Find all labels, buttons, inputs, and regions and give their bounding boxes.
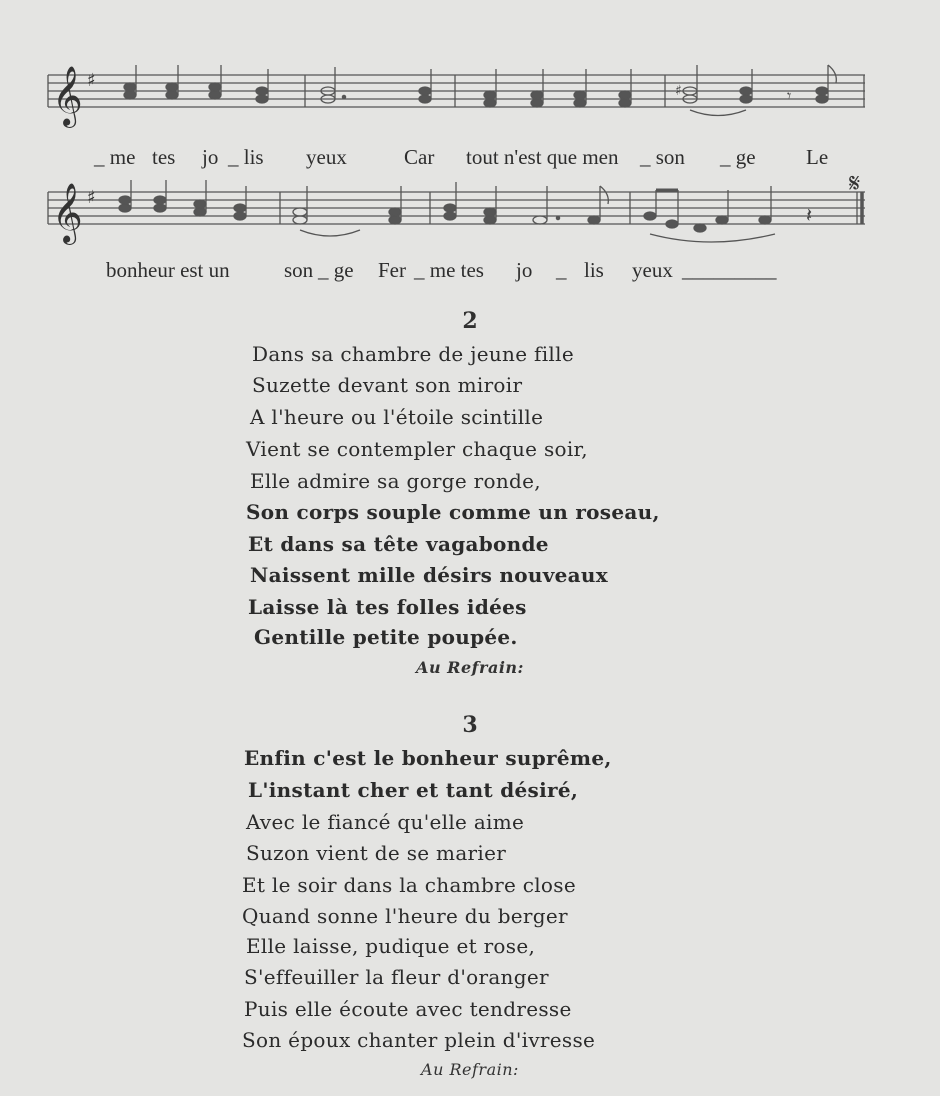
refrain-marker: Au Refrain:: [421, 1060, 519, 1079]
svg-text:𝄾: 𝄾: [787, 86, 792, 105]
lyric-syllable: _: [556, 258, 567, 282]
notes-system-1: [124, 65, 836, 116]
verse-line: Son corps souple comme un roseau,: [246, 500, 660, 524]
sharp-key-signature-icon: ♯: [87, 70, 96, 91]
verse-line: Elle laisse, pudique et rose,: [246, 934, 536, 958]
sharp-key-signature-icon: ♯: [87, 187, 96, 208]
verse-line: Elle admire sa gorge ronde,: [250, 469, 541, 493]
lyric-syllable: yeux: [632, 258, 673, 282]
lyric-syllable: lis: [584, 258, 604, 282]
verse-line: Dans sa chambre de jeune fille: [252, 342, 574, 366]
verse-line: A l'heure ou l'étoile scintille: [250, 405, 544, 429]
lyric-syllable: yeux: [306, 145, 347, 169]
verse-line: Avec le fiancé qu'elle aime: [246, 810, 525, 834]
lyric-syllable: tout n'est que men: [466, 145, 619, 169]
lyric-syllable: son: [284, 258, 314, 282]
lyric-syllable: jo: [202, 145, 219, 169]
lyric-syllable: bonheur est un: [106, 258, 230, 282]
lyric-syllable: _ ge: [318, 258, 354, 282]
verse-line: Puis elle écoute avec tendresse: [244, 997, 572, 1021]
lyric-syllable: tes: [152, 145, 176, 169]
music-system-2: [0, 170, 940, 255]
verse-line: Laisse là tes folles idées: [248, 595, 527, 619]
verse-line: Vient se contempler chaque soir,: [246, 437, 588, 461]
verse-number: 2: [462, 308, 478, 334]
segno-icon: 𝄋: [849, 170, 861, 199]
verse-line: S'effeuiller la fleur d'oranger: [244, 965, 549, 989]
verse-line: Suzon vient de se marier: [246, 841, 507, 865]
notes-system-2: [119, 180, 775, 242]
lyrics-system-2: [0, 258, 940, 288]
lyric-syllable: jo: [516, 258, 533, 282]
lyric-syllable: _ me: [94, 145, 136, 169]
verse-line: Naissent mille désirs nouveaux: [250, 563, 608, 587]
lyric-syllable: _ lis: [228, 145, 264, 169]
treble-clef-icon: 𝄞: [52, 66, 83, 126]
verse-line: Son époux chanter plein d'ivresse: [242, 1028, 596, 1052]
verse-line: Et le soir dans la chambre close: [242, 873, 576, 897]
lyric-syllable: Fer: [378, 258, 406, 282]
staff-2: [0, 170, 940, 255]
treble-clef-icon: 𝄞: [52, 183, 83, 243]
lyric-syllable: _ son: [640, 145, 685, 169]
lyric-syllable: Car: [404, 145, 435, 169]
lyric-extender: _________: [682, 258, 777, 282]
verse-line: Et dans sa tête vagabonde: [248, 532, 549, 556]
staff-1: [0, 55, 940, 140]
lyric-syllable: _ me tes: [414, 258, 484, 282]
lyric-syllable: _ ge: [720, 145, 756, 169]
verse-line: L'instant cher et tant désiré,: [248, 778, 579, 802]
music-system-1: [0, 55, 940, 140]
verse-line: Enfin c'est le bonheur suprême,: [244, 746, 612, 770]
svg-text:♯: ♯: [675, 83, 682, 99]
verse-line: Quand sonne l'heure du berger: [242, 904, 568, 928]
verse-line: Suzette devant son miroir: [252, 373, 523, 397]
verse-line: Gentille petite poupée.: [254, 625, 518, 649]
lyric-syllable: Le: [806, 145, 829, 169]
svg-text:𝄽: 𝄽: [806, 203, 813, 227]
refrain-marker: Au Refrain:: [416, 658, 524, 677]
verse-number: 3: [462, 712, 478, 738]
